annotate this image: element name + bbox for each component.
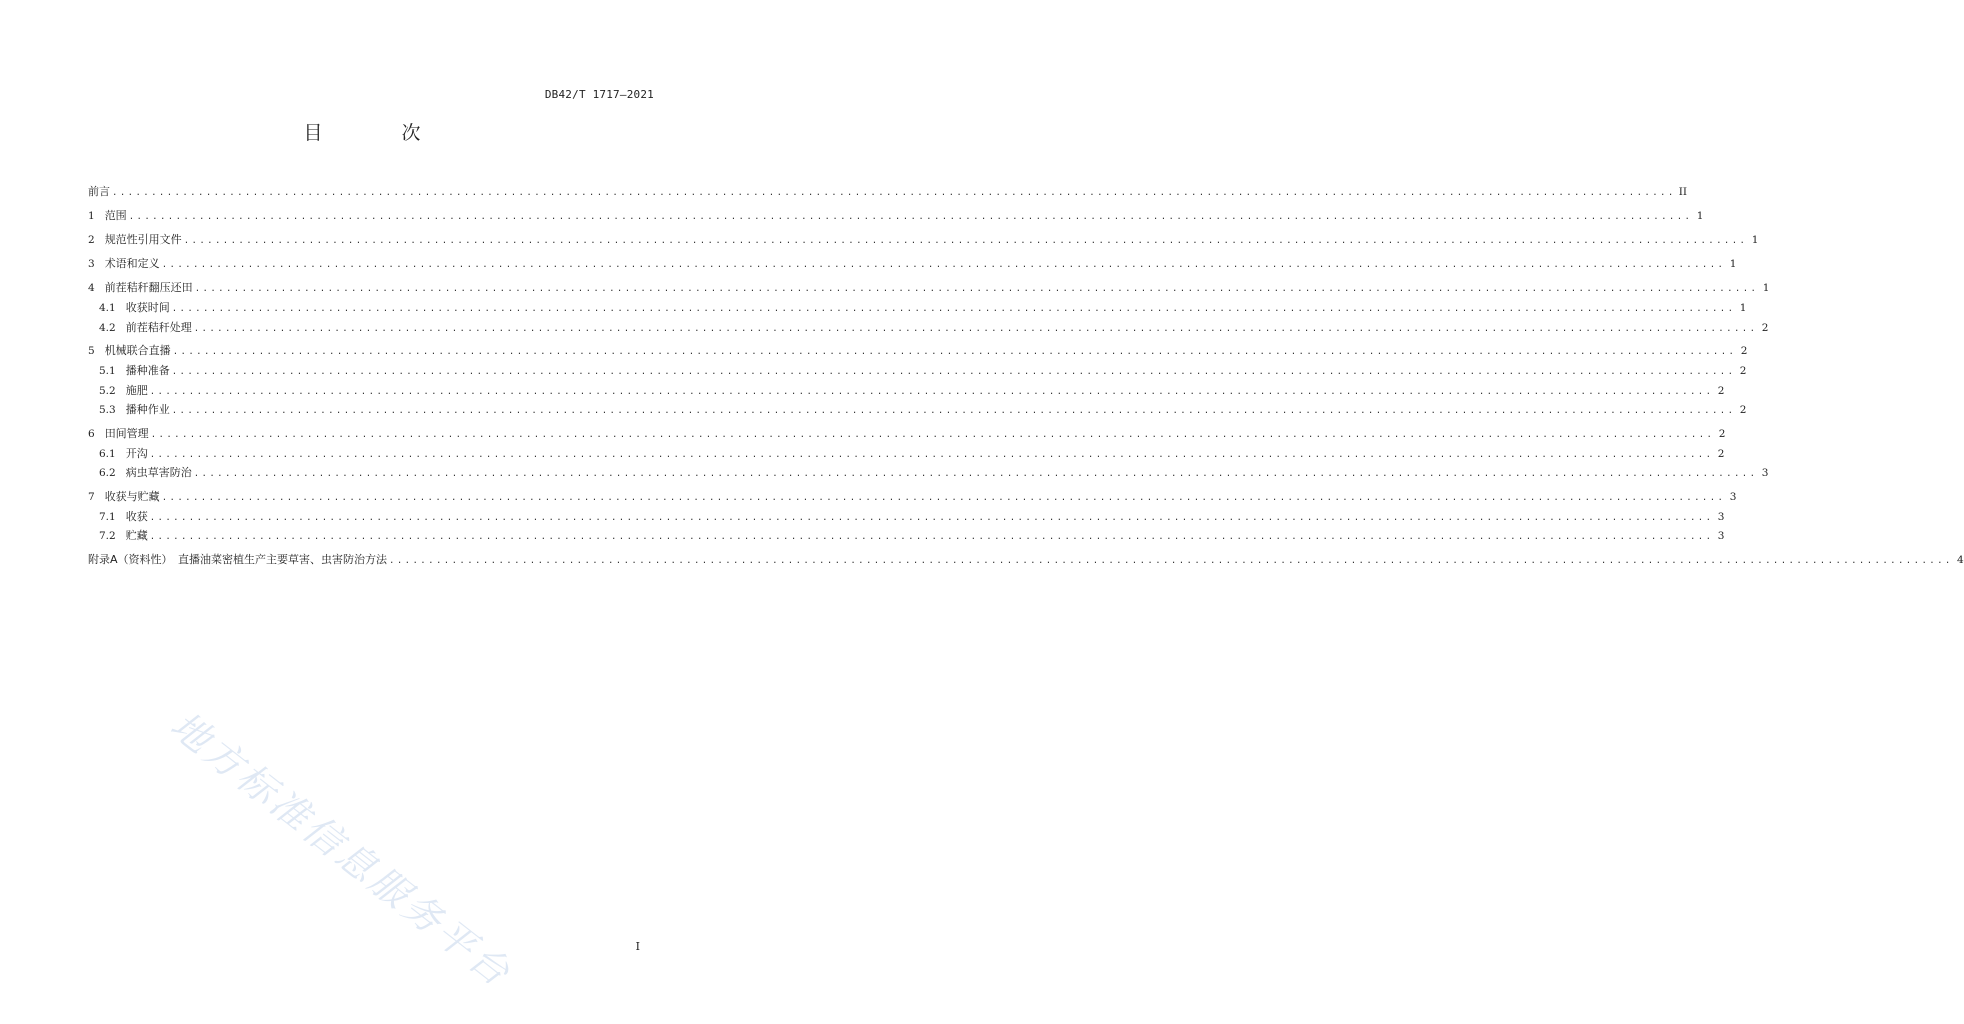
toc-entry-label: 术语和定义	[104, 257, 160, 270]
toc-entry-label: 机械联合直播	[104, 344, 171, 357]
toc-entry-appendix-a[interactable]	[88, 550, 1964, 570]
toc-entry-terms-definitions[interactable]	[88, 254, 1737, 274]
toc-entry-page: 2	[1739, 365, 1747, 377]
toc-entry-label: 播种作业	[125, 403, 170, 416]
toc-entry-number: 5.2	[99, 384, 116, 397]
toc-leader-dots: ........................................................................................................................................................................................................	[171, 367, 1736, 377]
toc-entry-page: 3	[1729, 490, 1737, 503]
document-code: DB42/T 1717—2021	[544, 88, 654, 101]
page-title: 目 次	[303, 122, 451, 144]
page-number: I	[635, 940, 640, 953]
toc-entry-number: 7.1	[99, 510, 116, 523]
toc-leader-dots: ........................................................................................................................................................................................................	[171, 304, 1736, 314]
toc-entry-number: 5.1	[99, 365, 116, 377]
toc-leader-dots: ........................................................................................................................................................................................................	[389, 555, 1953, 566]
toc-entry-normative-references[interactable]	[88, 230, 1759, 250]
toc-entry-label: 贮藏	[125, 529, 148, 542]
toc-entry-number: 4.1	[99, 302, 116, 314]
toc-entry-page: 2	[1718, 427, 1726, 440]
toc-entry-label: 附录A（资料性） 直播油菜密植生产主要草害、虫害防治方法	[88, 552, 388, 566]
watermark-text: 地方标准信息服务平台	[162, 702, 521, 997]
toc-entry-label: 前茬秸秆处理	[125, 320, 192, 334]
toc-entry-page: 1	[1751, 234, 1759, 246]
toc-entry-field-management[interactable]	[88, 424, 1726, 444]
toc-entry-page: 2	[1717, 447, 1725, 460]
toc-entry-mechanized-seeding[interactable]	[88, 341, 1748, 361]
toc-entry-pest-control[interactable]	[88, 463, 1769, 483]
toc-entry-label: 前茬秸秆翻压还田	[104, 281, 193, 294]
toc-leader-dots: ........................................................................................................................................................................................................	[161, 492, 1726, 503]
toc-entry-harvest-storage[interactable]	[88, 487, 1737, 507]
toc-entry-page: 1	[1739, 302, 1747, 314]
toc-leader-dots: ........................................................................................................................................................................................................	[149, 532, 1714, 542]
toc-entry-number: 6	[88, 427, 95, 440]
toc-entry-label: 收获	[125, 509, 148, 523]
toc-entry-number: 6.2	[99, 467, 116, 479]
toc-leader-dots: ........................................................................................................................................................................................................	[128, 212, 1693, 222]
toc-entry-label: 收获时间	[125, 301, 170, 314]
toc-entry-page: 1	[1762, 282, 1770, 294]
toc-entry-label: 田间管理	[104, 426, 149, 440]
table-of-contents	[88, 182, 1964, 570]
toc-entry-seeding-preparation[interactable]	[88, 361, 1747, 381]
toc-leader-dots: ........................................................................................................................................................................................................	[193, 323, 1758, 334]
toc-entry-number: 2	[88, 234, 95, 246]
toc-entry-number: 7	[88, 490, 95, 503]
toc-entry-page: 2	[1740, 345, 1748, 357]
toc-entry-label: 前言	[88, 185, 110, 198]
toc-leader-dots: ........................................................................................................................................................................................................	[171, 406, 1736, 416]
toc-entry-label: 播种准备	[125, 364, 170, 377]
toc-entry-scope[interactable]	[88, 206, 1704, 226]
toc-entry-label: 规范性引用文件	[104, 233, 182, 246]
toc-entry-label: 施肥	[125, 383, 148, 397]
toc-entry-label: 收获与贮藏	[104, 489, 160, 503]
toc-leader-dots: ........................................................................................................................................................................................................	[112, 188, 1676, 198]
toc-entry-number: 5.3	[99, 404, 116, 416]
toc-entry-number: 1	[88, 210, 95, 222]
toc-leader-dots: ........................................................................................................................................................................................................	[150, 429, 1715, 440]
toc-leader-dots: ........................................................................................................................................................................................................	[149, 512, 1714, 523]
toc-leader-dots: ........................................................................................................................................................................................................	[194, 284, 1759, 294]
toc-entry-harvest[interactable]	[88, 507, 1725, 527]
toc-entry-page: II	[1678, 186, 1687, 198]
toc-entry-number: 7.2	[99, 530, 116, 542]
toc-entry-page: 2	[1739, 404, 1747, 416]
toc-entry-straw-return[interactable]	[88, 278, 1770, 298]
toc-entry-label: 范围	[104, 209, 127, 222]
toc-entry-number: 4.2	[99, 321, 116, 334]
toc-entry-fertilization[interactable]	[88, 381, 1725, 401]
toc-entry-page: 3	[1761, 467, 1769, 479]
toc-entry-seeding-operation[interactable]	[88, 400, 1747, 420]
toc-entry-foreword[interactable]	[88, 182, 1687, 202]
toc-entry-label: 开沟	[125, 446, 148, 460]
toc-entry-ditching[interactable]	[88, 444, 1725, 464]
toc-entry-page: 1	[1696, 210, 1704, 222]
toc-leader-dots: ........................................................................................................................................................................................................	[172, 347, 1737, 357]
toc-leader-dots: ........................................................................................................................................................................................................	[149, 386, 1714, 397]
toc-entry-page: 3	[1717, 530, 1725, 542]
toc-entry-page: 4	[1957, 553, 1964, 566]
toc-entry-straw-treatment[interactable]	[88, 318, 1769, 338]
toc-entry-number: 3	[88, 258, 95, 270]
toc-entry-page: 2	[1717, 384, 1725, 397]
toc-entry-number: 4	[88, 282, 95, 294]
toc-leader-dots: ........................................................................................................................................................................................................	[161, 260, 1726, 270]
toc-entry-page: 2	[1761, 321, 1769, 334]
toc-entry-number: 5	[88, 345, 95, 357]
toc-entry-storage[interactable]	[88, 526, 1725, 546]
toc-entry-page: 1	[1729, 258, 1737, 270]
toc-leader-dots: ........................................................................................................................................................................................................	[183, 236, 1748, 246]
toc-leader-dots: ........................................................................................................................................................................................................	[149, 449, 1714, 460]
toc-entry-label: 病虫草害防治	[125, 466, 192, 479]
toc-entry-number: 6.1	[99, 447, 116, 460]
toc-entry-page: 3	[1717, 510, 1725, 523]
toc-entry-harvest-time[interactable]	[88, 298, 1747, 318]
toc-leader-dots: ........................................................................................................................................................................................................	[193, 469, 1758, 479]
